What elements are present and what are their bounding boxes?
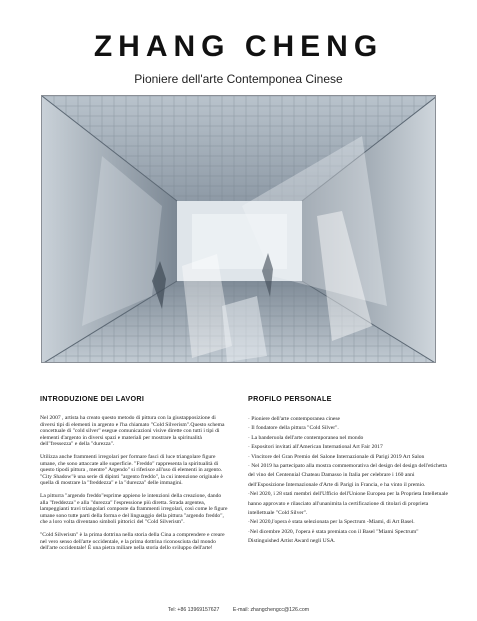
profile-item: · La banderuola dell'arte contemporanea nel mondo xyxy=(248,434,364,441)
profile-item: · Il fondatore della pittura "Cold Silver". xyxy=(248,425,339,432)
profile-item: · Vincitore del Gran Premio del Salone Internazionale di Parigi 2019 Art Salon xyxy=(248,453,425,460)
profile-item: · Pioniere dell'arte contemporanea cinese xyxy=(248,416,341,422)
email-text: E-mail: zhangchengcc@126.com xyxy=(232,607,310,613)
profile-item: ·Nel 2020,l'opera è stata selezionata per la Spectrum -Miami, di Art Basel. xyxy=(248,519,415,526)
contact-footer xyxy=(0,607,477,613)
profile-item: · Nel 2019 ha partecipato alla mostra commemorativa del design del design dell'etichetta del vino del Centennial Chateau Damasso in Italia per celebrare i 160 anni dell'Esposizione Internazionale d'Arte di Parigi in Francia, e ha vinto il premio. xyxy=(248,463,447,488)
intro-paragraph: Nel 2007 , artista ha creato questo metodo di pittura con la giustapposizione di diversi tipi di elementi in argento e l'ha chiamato "Cold Silverism".Questo schema concettuale di "cold silver" esegue comunicazioni visive dirette con tutti i tipi di elementi d'argento in diversi spazi e materiali per mostrare la spiritualità dell"fressezza" e della "durezza". xyxy=(40,415,225,448)
phone-text: Tel: +86 13969157627 xyxy=(167,607,220,613)
profile-item: ·Nel dicembre 2020, l'opera è stata premiata con il Basel "Miami Spectrum" Distinguished Artist Award negli USA. xyxy=(248,528,419,545)
intro-paragraph: Utilizza anche frammenti irregolari per formare fasci di luce triangolare figure umane, che sono attaccate alle superficie. "Freddo" rappresenta la spiritualità di questo tipodi pittura , mentre" Argendo" si riferisce all'uso di elementi in argento. "City Shadow"è una serie di dipinti "argento freddo", la cui intenzione originale è quella di mostrare la "freddezza" e la "durezza" delle immagini. xyxy=(40,453,223,487)
artist-name-title: ZHANG CHENG xyxy=(93,30,384,63)
introduction-section xyxy=(40,394,230,558)
introduction-heading: INTRODUZIONE DEI LAVORI xyxy=(40,394,145,403)
artwork-painting xyxy=(42,96,436,363)
artwork-image xyxy=(41,95,436,363)
profile-item: · Espositori invitati all'American International Art Fair 2017 xyxy=(248,444,383,451)
profile-item: ·Nel 2020, i 28 stati membri dell'Ufficio dell'Unione Europea per la Proprieta Intelletuale hanno approvato e rilasciato all'unanimita la certificazione di titolari di proprieta intellettuale "Cold Silver". xyxy=(248,491,448,517)
profile-section xyxy=(248,394,448,547)
profile-heading: PROFILO PERSONALE xyxy=(248,394,332,403)
intro-paragraph: La pitturra "argendo freddo"esprime appieno le intenzioni della creazione, dando alla "freddezza" e alla "durezza" l'espressione più diretta. Strada argentea, lampeggianti travi triangolari composte da frammenti irregolari, così come le figure umane sono tutte parti della forma e del linguaggio della pittura "argendo freddo", che a loro volta diventano simboli pittorici del "Cold Silverism". xyxy=(40,492,228,526)
intro-paragraph: "Cold Silverism" è la prima dottrina nella storia della Cina a comprendere e creare nel vero senso dell'arte occidentale, e la prima dottrina riconosciuta dal mondo dell'arte occidentale! È una pietra miliare nella storia dello sviluppo dell'arte! xyxy=(40,531,225,552)
artist-subtitle: Pioniere dell'arte Contemponea Cinese xyxy=(134,72,343,86)
